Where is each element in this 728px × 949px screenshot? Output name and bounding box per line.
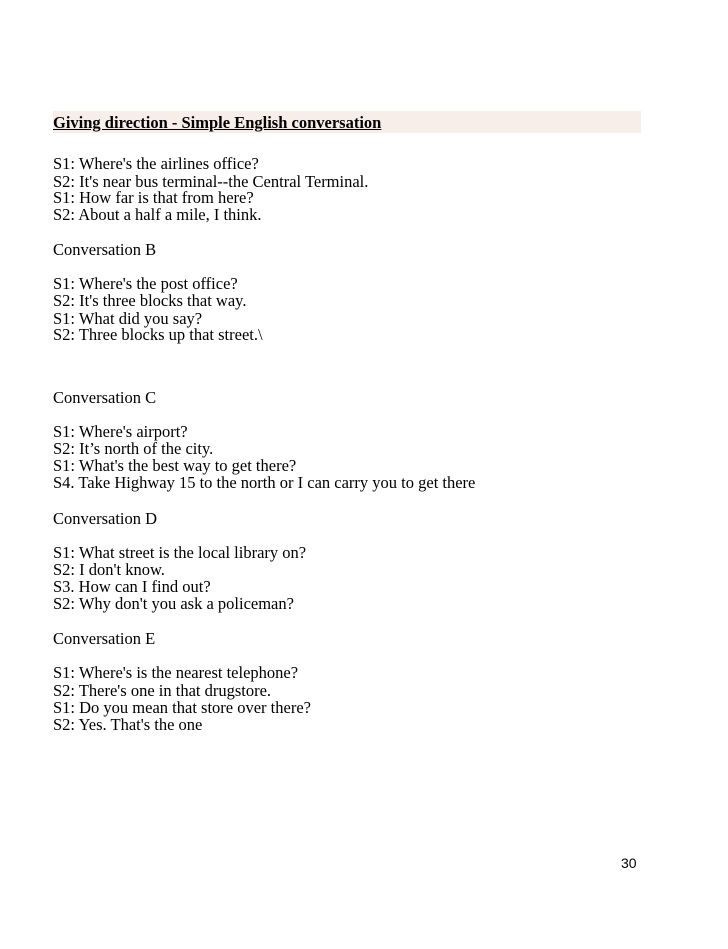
dialogue-line: S1: How far is that from here? [53,188,254,207]
page-number: 30 [621,855,637,871]
dialogue-line: S2: There's one in that drugstore. [53,681,272,700]
dialogue-line: S1: What's the best way to get there? [53,456,297,475]
dialogue-line: S2: About a half a mile, I think. [53,205,262,224]
conversation-c-heading: Conversation C [53,388,157,407]
conversation-d-heading: Conversation D [53,509,158,528]
dialogue-line: S1: Where's airport? [53,422,188,441]
dialogue-line: S4. Take Highway 15 to the north or I can carry you to get there [53,473,476,492]
dialogue-line: S1: Where's the airlines office? [53,154,259,173]
dialogue-line: S2: Yes. That's the one [53,715,203,734]
dialogue-line: S3. How can I find out? [53,577,211,596]
dialogue-line: S1: Do you mean that store over there? [53,698,311,717]
dialogue-line: S2: It's near bus terminal--the Central Terminal. [53,172,369,191]
dialogue-line: S1: What street is the local library on? [53,543,307,562]
dialogue-line: S1: What did you say? [53,309,203,328]
dialogue-line: S1: Where's the post office? [53,274,238,293]
dialogue-line: S1: Where's is the nearest telephone? [53,663,299,682]
dialogue-line: S2: It's three blocks that way. [53,291,247,310]
dialogue-line: S2: I don't know. [53,560,165,579]
conversation-e-heading: Conversation E [53,629,156,648]
conversation-b-heading: Conversation B [53,240,157,259]
dialogue-line: S2: Three blocks up that street.\ [53,325,263,344]
dialogue-line: S2: Why don't you ask a policeman? [53,594,294,613]
dialogue-line: S2: It’s north of the city. [53,439,214,458]
page-title: Giving direction - Simple English conversation [53,113,382,132]
